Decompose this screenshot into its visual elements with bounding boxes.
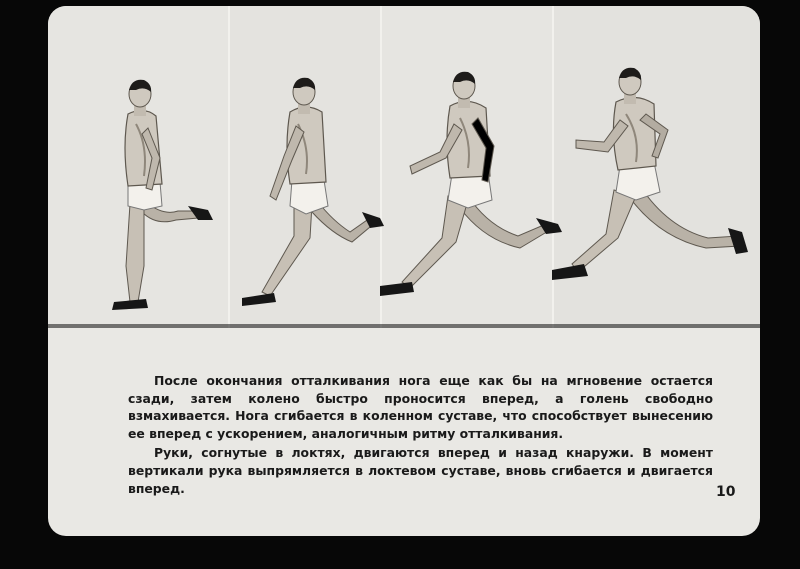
runner-sequence-svg (48, 6, 760, 332)
frame-4-background (554, 6, 760, 328)
caption-paragraph-1: После окончания отталкивания нога еще как бы на мгновение остается сзади, затем колено быстро проносится вперед, а голень свободно взмахивается. Нога сгибается в коленном суставе, что способствует вынесению ее вперед с ускорением, аналогичным ритму отталкивания. (128, 373, 713, 441)
caption-paragraph-2: Руки, согнутые в локтях, двигаются вперед и назад кнаружи. В момент вертикали рука выпрямляется в локтевом суставе, вновь сгибается и двигается вперед. (128, 445, 713, 496)
caption-text-block (128, 372, 713, 497)
page-number: 10 (716, 484, 736, 500)
strip-bottom-edge (48, 324, 760, 328)
runner-sequence-illustration (48, 6, 760, 332)
filmstrip-slide (48, 6, 760, 536)
